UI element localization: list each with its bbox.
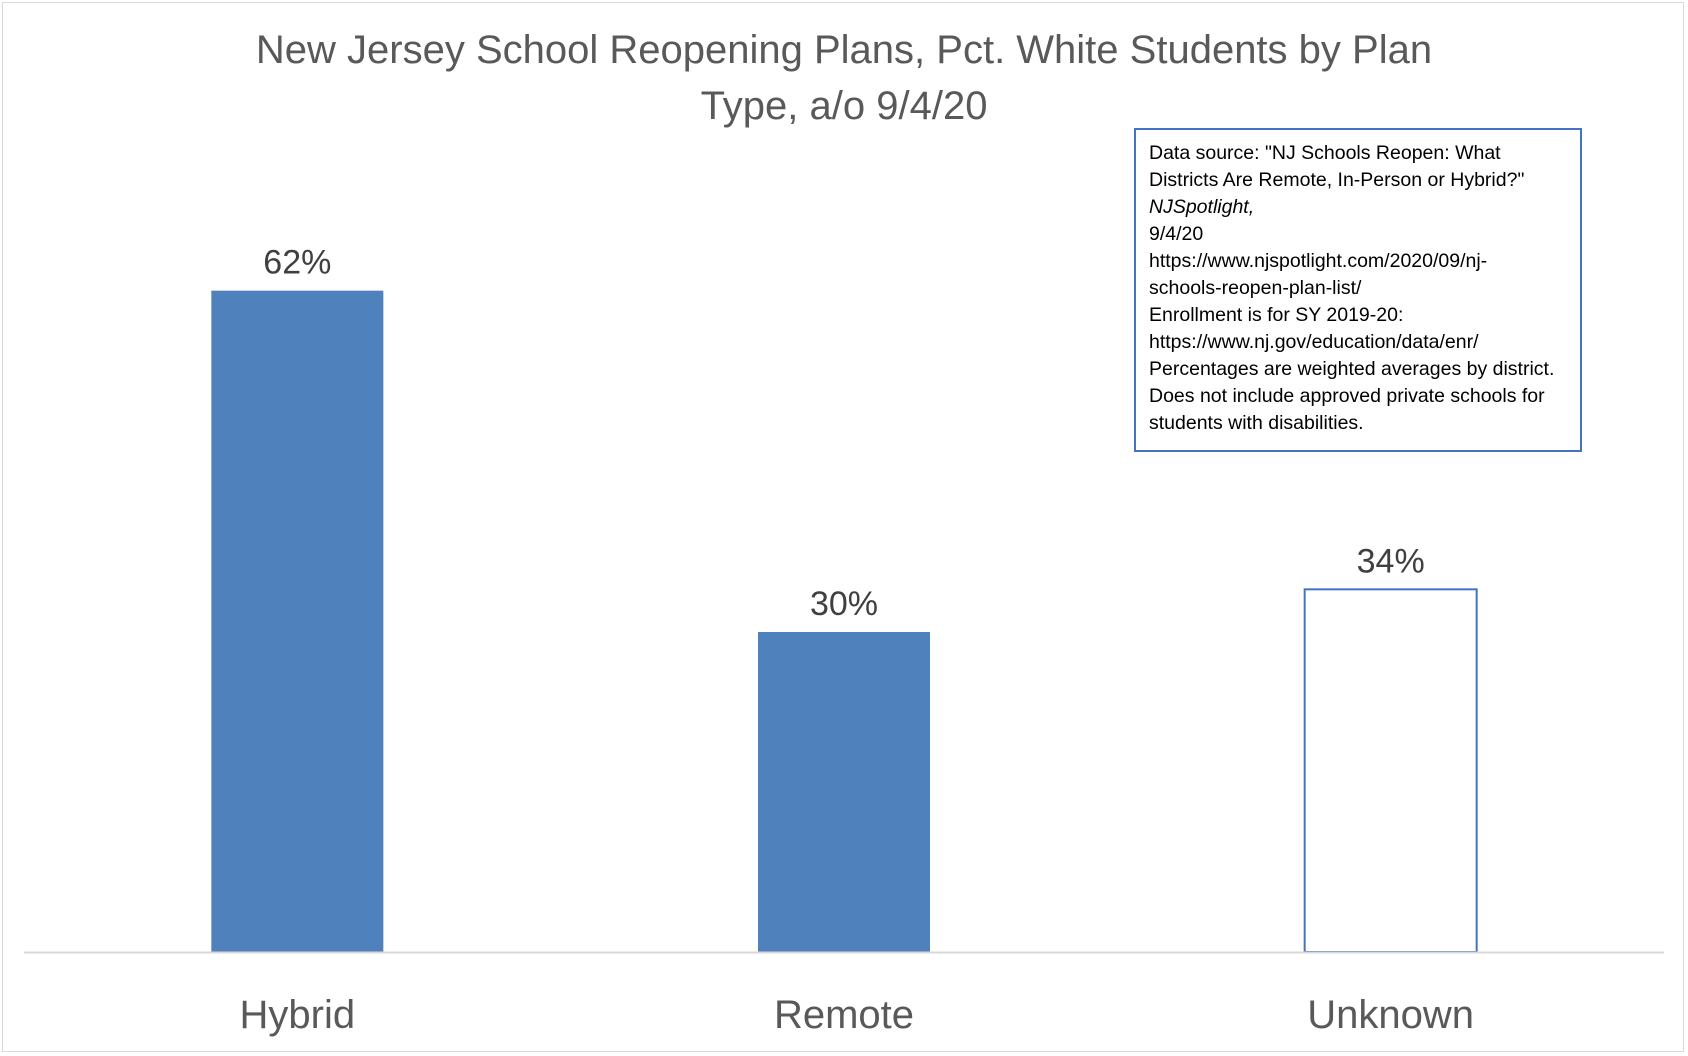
chart-title-line-1: New Jersey School Reopening Plans, Pct. White Students by Plan (255, 28, 1433, 72)
bar-unknown (1305, 589, 1477, 952)
category-label-remote: Remote (773, 993, 915, 1037)
source-line-url: schools-reopen-plan-list/ (1149, 277, 1362, 299)
source-line-publication: NJSpotlight, (1149, 196, 1255, 218)
source-line: Percentages are weighted averages by district. (1149, 358, 1555, 380)
category-label-unknown: Unknown (1307, 993, 1475, 1037)
source-line-url: https://www.nj.gov/education/data/enr/ (1149, 331, 1479, 353)
source-line: Enrollment is for SY 2019-20: (1149, 304, 1404, 326)
source-line: students with disabilities. (1149, 412, 1364, 434)
source-line-url: https://www.njspotlight.com/2020/09/nj- (1149, 250, 1488, 272)
category-label-hybrid: Hybrid (239, 993, 356, 1037)
source-line: Does not include approved private schools for (1149, 385, 1545, 407)
bar-remote (758, 632, 930, 952)
source-line: Data source: "NJ Schools Reopen: What (1149, 142, 1501, 164)
source-line-date: 9/4/20 (1149, 223, 1204, 245)
source-note-box (1134, 128, 1582, 452)
data-label-remote: 30% (809, 585, 879, 623)
data-label-unknown: 34% (1356, 542, 1425, 581)
data-label-hybrid: 62% (263, 243, 332, 282)
chart-title-line-2: Type, a/o 9/4/20 (700, 84, 988, 128)
source-line: Districts Are Remote, In-Person or Hybrid?" (1149, 169, 1525, 191)
bar-hybrid (211, 291, 383, 952)
